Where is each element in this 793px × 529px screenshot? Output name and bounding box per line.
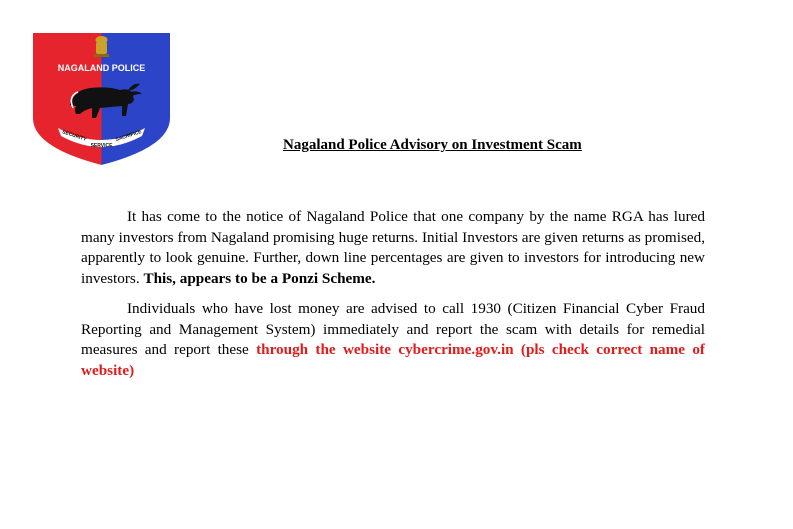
motto-service: SERVICE bbox=[90, 143, 113, 149]
paragraph-1 bbox=[81, 207, 705, 289]
nagaland-police-logo bbox=[30, 30, 173, 168]
page-title: Nagaland Police Advisory on Investment Scam bbox=[283, 137, 582, 153]
motto-sacrifice: SACRIFICE bbox=[114, 129, 143, 144]
paragraph-2 bbox=[81, 299, 705, 381]
ponzi-warning: This, appears to be a Ponzi Scheme. bbox=[143, 269, 376, 287]
paragraph-1-text: It has come to the notice of Nagaland Police that one company by the name RGA has lured many investors from Nagaland promising huge returns. Initial Investors are given returns as promised, apparently to look genuine. Further, down line percentages are given to investors for introducing new investors. bbox=[81, 208, 705, 287]
website-instruction: through the website cybercrime.gov.in (pls check correct name of website) bbox=[81, 341, 705, 379]
advisory-body bbox=[81, 207, 705, 391]
paragraph-2-text: Individuals who have lost money are advised to call 1930 (Citizen Financial Cyber Fraud Reporting and Management System) immediately and report the scam with details for remedial measures and report these bbox=[81, 300, 705, 358]
motto-security: SECURITY bbox=[61, 129, 88, 143]
logo-text: NAGALAND POLICE bbox=[57, 63, 146, 73]
